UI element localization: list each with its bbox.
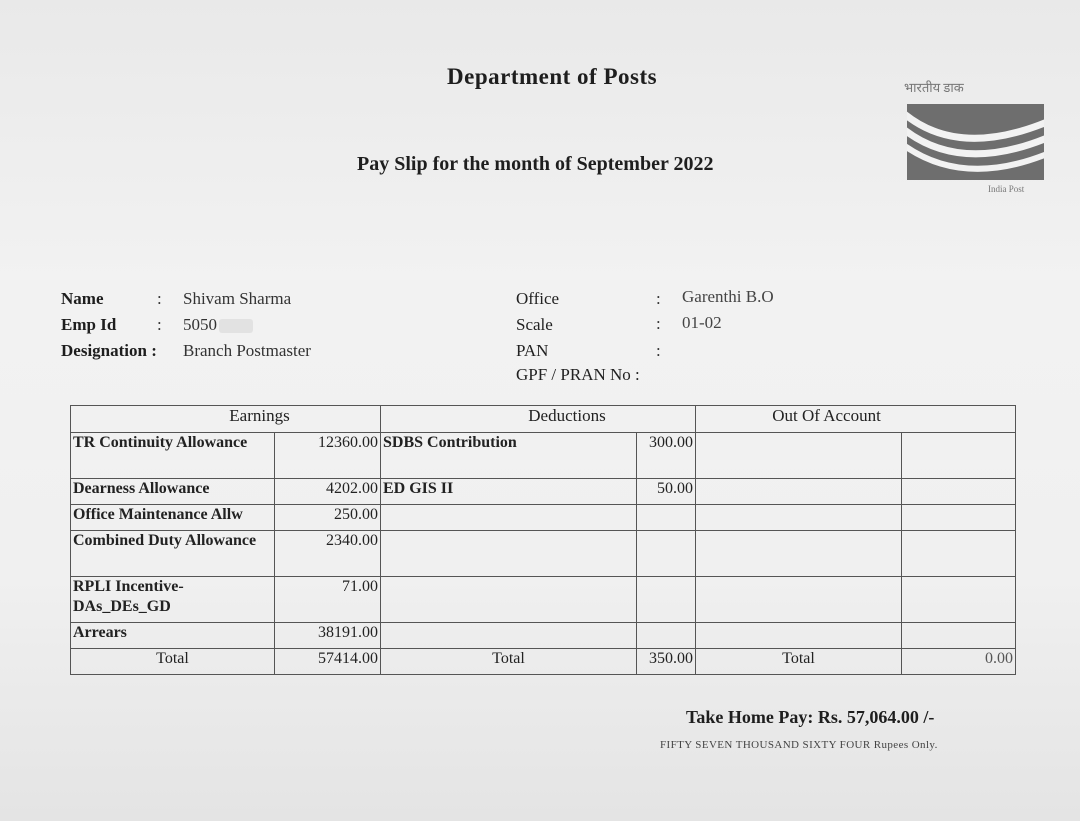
out-total-label: Total [696,649,902,675]
scale-label: Scale [516,315,553,334]
deductions-total-label: Total [381,649,637,675]
earning-amount: 2340.00 [275,531,381,577]
name-label: Name [61,289,104,308]
earning-name: TR Continuity Allowance [71,433,275,479]
deduction-amount [637,531,696,577]
deduction-name [381,531,637,577]
table-row [71,531,1016,577]
deduction-name: SDBS Contribution [381,433,637,479]
pay-table [70,405,1016,675]
logo-hindi-text: भारतीय डाक [904,80,964,95]
logo-english-text: India Post [988,184,1025,194]
empid-value: 5050 [183,315,253,335]
out-of-account-name [696,479,902,505]
deductions-total-value: 350.00 [637,649,696,675]
out-of-account-name [696,433,902,479]
name-value: Shivam Sharma [183,289,292,308]
deduction-amount: 300.00 [637,433,696,479]
office-value: Garenthi B.O [682,287,774,306]
out-of-account-amount [902,531,1016,577]
deductions-header: Deductions [381,406,696,433]
office-separator: : [656,289,661,308]
deduction-name [381,577,637,623]
out-of-account-name [696,531,902,577]
designation-value: Branch Postmaster [183,341,311,360]
out-of-account-amount [902,623,1016,649]
table-row [71,479,1016,505]
earning-name: RPLI Incentive-DAs_DEs_GD [71,577,275,623]
deduction-name [381,505,637,531]
table-row [71,505,1016,531]
deduction-amount [637,623,696,649]
page-title: Department of Posts [447,64,658,89]
earning-name: Office Maintenance Allw [71,505,275,531]
earnings-total-value: 57414.00 [275,649,381,675]
out-of-account-amount [902,577,1016,623]
earning-amount: 250.00 [275,505,381,531]
deduction-name [381,623,637,649]
out-of-account-amount [902,505,1016,531]
pan-separator: : [656,341,661,360]
out-of-account-header: Out Of Account [696,406,1016,433]
out-of-account-amount [902,433,1016,479]
earnings-header: Earnings [71,406,381,433]
empid-separator: : [157,315,162,334]
scale-value: 01-02 [682,313,722,332]
totals-row [71,649,1016,675]
pan-label: PAN [516,341,549,360]
india-post-logo-icon [907,104,1044,180]
out-of-account-amount [902,479,1016,505]
deduction-amount [637,577,696,623]
empid-label: Emp Id [61,315,117,334]
earning-name: Arrears [71,623,275,649]
office-label: Office [516,289,560,308]
out-of-account-name [696,505,902,531]
earning-name: Dearness Allowance [71,479,275,505]
gpf-pran-label: GPF / PRAN No : [516,365,640,384]
table-header-row [71,406,1016,433]
out-of-account-name [696,623,902,649]
earning-name: Combined Duty Allowance [71,531,275,577]
earning-amount: 38191.00 [275,623,381,649]
out-total-value: 0.00 [902,649,1016,675]
out-of-account-name [696,577,902,623]
deduction-name: ED GIS II [381,479,637,505]
table-row [71,623,1016,649]
earning-amount: 12360.00 [275,433,381,479]
table-row [71,577,1016,623]
designation-label: Designation : [61,341,157,360]
table-row [71,433,1016,479]
take-home-pay: Take Home Pay: Rs. 57,064.00 /- [686,707,935,727]
earning-amount: 71.00 [275,577,381,623]
amount-in-words: FIFTY SEVEN THOUSAND SIXTY FOUR Rupees Only. [660,739,938,751]
deduction-amount [637,505,696,531]
deduction-amount: 50.00 [637,479,696,505]
scale-separator: : [656,314,661,333]
redaction-mark [219,319,253,333]
name-separator: : [157,289,162,308]
earnings-total-label: Total [71,649,275,675]
pay-slip-subtitle: Pay Slip for the month of September 2022 [357,153,714,175]
earning-amount: 4202.00 [275,479,381,505]
